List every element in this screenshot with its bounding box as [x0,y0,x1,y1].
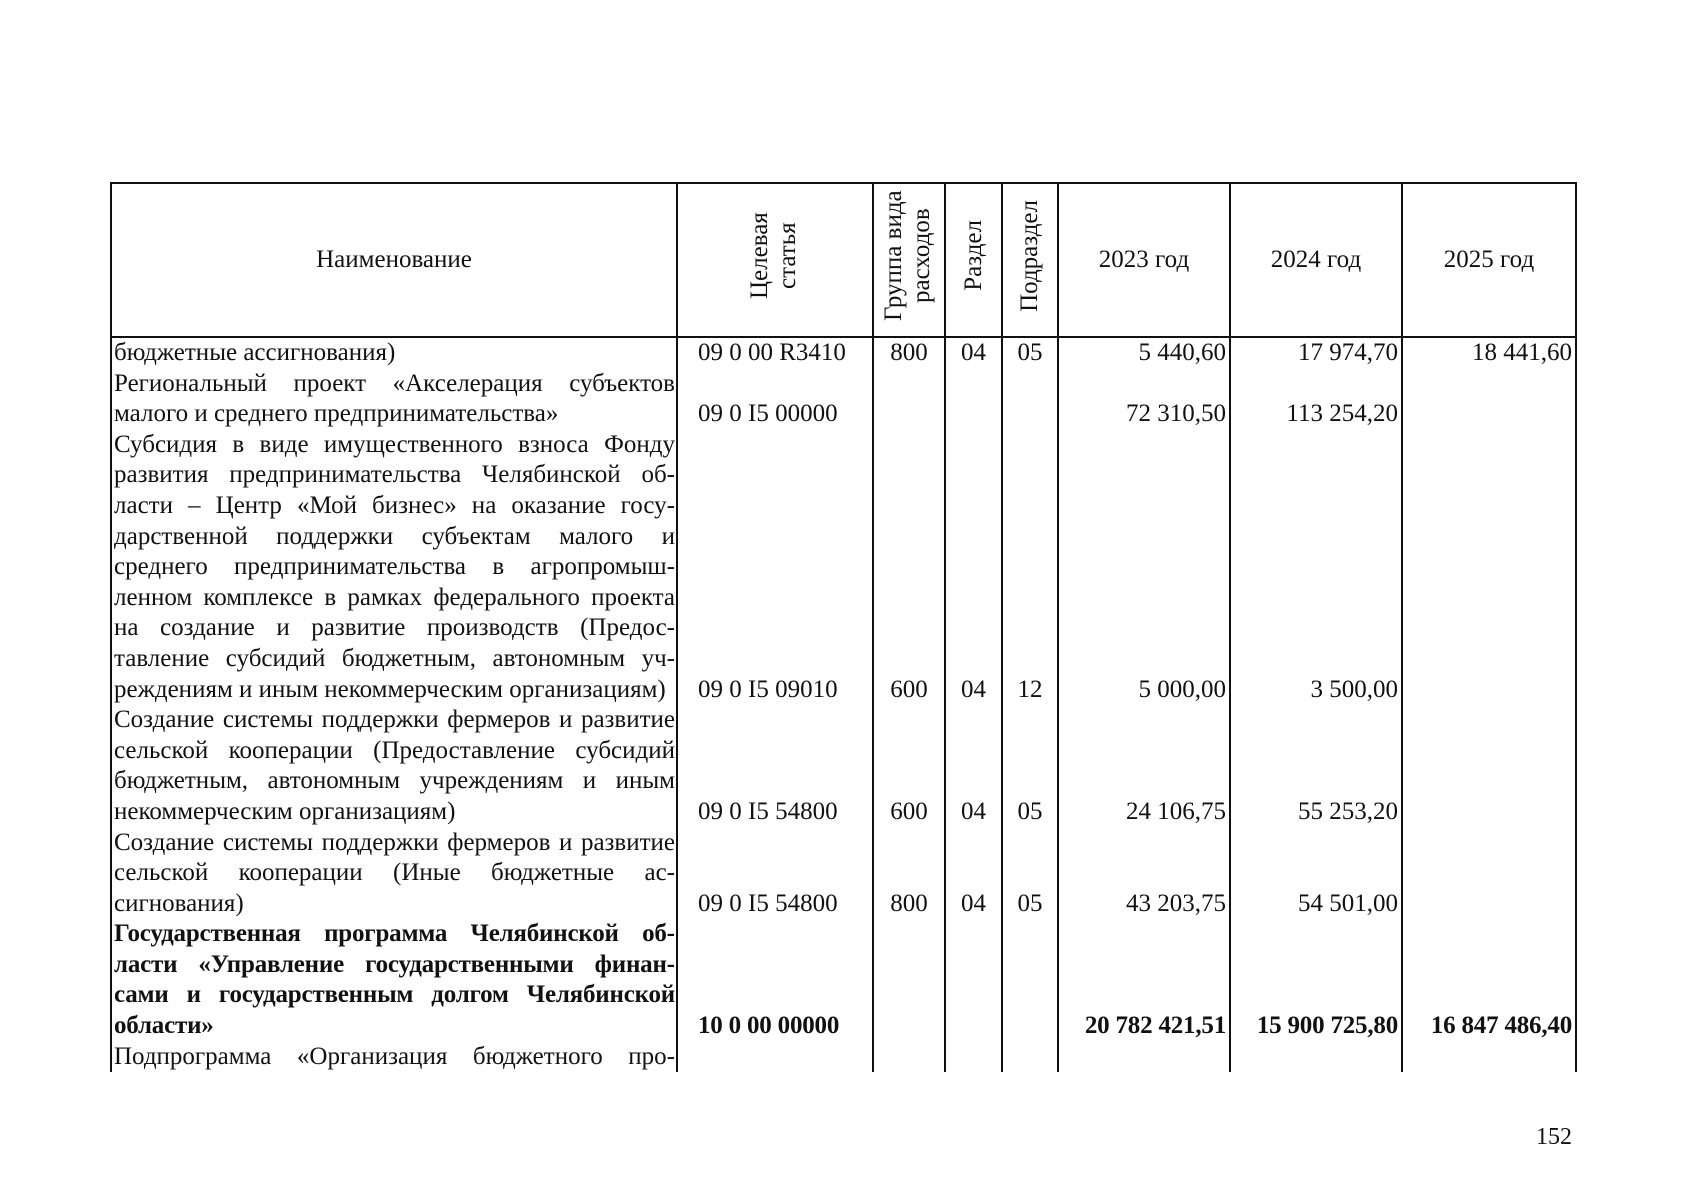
row-2024: 54 501,00 [1230,828,1402,920]
row-2023: 5 000,00 [1058,430,1230,705]
row-2023: 72 310,50 [1058,369,1230,430]
row-expense-group [873,369,945,430]
row-section: 04 [945,430,1002,705]
row-name: Создание системы поддержки фермеров и развитие сельской кооперации (Иные бюджетные ассигнования) [111,828,677,920]
header-2025: 2025 год [1402,183,1576,337]
row-2024: 113 254,20 [1230,369,1402,430]
table-row [111,430,1576,705]
row-target-article: 09 0 I5 54800 [677,828,873,920]
table-row [111,337,1576,369]
row-2024: 3 500,00 [1230,430,1402,705]
row-2025 [1402,430,1576,705]
header-2024: 2024 год [1230,183,1402,337]
table-row [111,828,1576,920]
row-section: 04 [945,828,1002,920]
row-expense-group: 800 [873,828,945,920]
header-name: Наименование [111,183,677,337]
row-name: Региональный проект «Акселерация субъектов малого и среднего предпринимательства» [111,369,677,430]
row-section: 04 [945,705,1002,827]
row-2023: 5 440,60 [1058,337,1230,369]
row-2024: 15 900 725,80 [1230,919,1402,1041]
row-name: Создание системы поддержки фермеров и развитие сельской кооперации (Предоставление субсидий бюджетным, автономным учреждениям и иным некоммерческим организациям) [111,705,677,827]
row-section: 04 [945,337,1002,369]
row-section [945,369,1002,430]
row-expense-group [873,919,945,1041]
row-subsection: 05 [1002,705,1058,827]
row-subsection: 05 [1002,828,1058,920]
header-expense-group [873,183,945,337]
header-2023: 2023 год [1058,183,1230,337]
table-header-row [111,183,1576,337]
table-row [111,919,1576,1041]
row-2023 [1058,1042,1230,1073]
header-subsection [1002,183,1058,337]
row-2024: 55 253,20 [1230,705,1402,827]
table-row [111,705,1576,827]
row-expense-group: 600 [873,705,945,827]
row-expense-group: 600 [873,430,945,705]
row-name: Государственная программа Челябинской области «Управление государственными финансами и государственным долгом Челябинской области» [111,919,677,1041]
row-2023: 24 106,75 [1058,705,1230,827]
row-name: Подпрограмма «Организация бюджетного про- [111,1042,677,1073]
row-target-article: 09 0 I5 09010 [677,430,873,705]
header-section [945,183,1002,337]
row-subsection: 12 [1002,430,1058,705]
header-target-article-label: Целевая статья [746,212,801,300]
header-expense-group-label: Группа вида расходов [880,190,935,322]
page-number: 152 [1536,1124,1572,1150]
row-2025 [1402,705,1576,827]
row-2024: 17 974,70 [1230,337,1402,369]
row-target-article: 09 0 I5 00000 [677,369,873,430]
row-name: Субсидия в виде имущественного взноса Фонду развития предпринимательства Челябинской области – Центр «Мой бизнес» на оказание государственной поддержки субъектам малого и среднего предпринимательства в агропромышленном комплексе в рамках федерального проекта на создание и развитие производств (Предоставление субсидий бюджетным, автономным учреждениям и иным некоммерческим организациям) [111,430,677,705]
row-2025 [1402,1042,1576,1073]
row-subsection [1002,369,1058,430]
row-2024 [1230,1042,1402,1073]
table-row [111,369,1576,430]
row-target-article [677,1042,873,1073]
row-section [945,919,1002,1041]
header-target-article [677,183,873,337]
row-2025 [1402,369,1576,430]
row-target-article: 10 0 00 00000 [677,919,873,1041]
row-2025: 16 847 486,40 [1402,919,1576,1041]
row-2023: 43 203,75 [1058,828,1230,920]
row-subsection [1002,919,1058,1041]
header-section-label: Раздел [959,220,987,292]
row-2025 [1402,828,1576,920]
row-target-article: 09 0 00 R3410 [677,337,873,369]
row-section [945,1042,1002,1073]
row-expense-group [873,1042,945,1073]
row-subsection [1002,1042,1058,1073]
row-subsection: 05 [1002,337,1058,369]
row-2023: 20 782 421,51 [1058,919,1230,1041]
table-row [111,1042,1576,1073]
budget-table [110,182,1577,1072]
row-expense-group: 800 [873,337,945,369]
row-name: бюджетные ассигнования) [111,337,677,369]
header-subsection-label: Подраздел [1016,199,1043,312]
row-target-article: 09 0 I5 54800 [677,705,873,827]
row-2025: 18 441,60 [1402,337,1576,369]
